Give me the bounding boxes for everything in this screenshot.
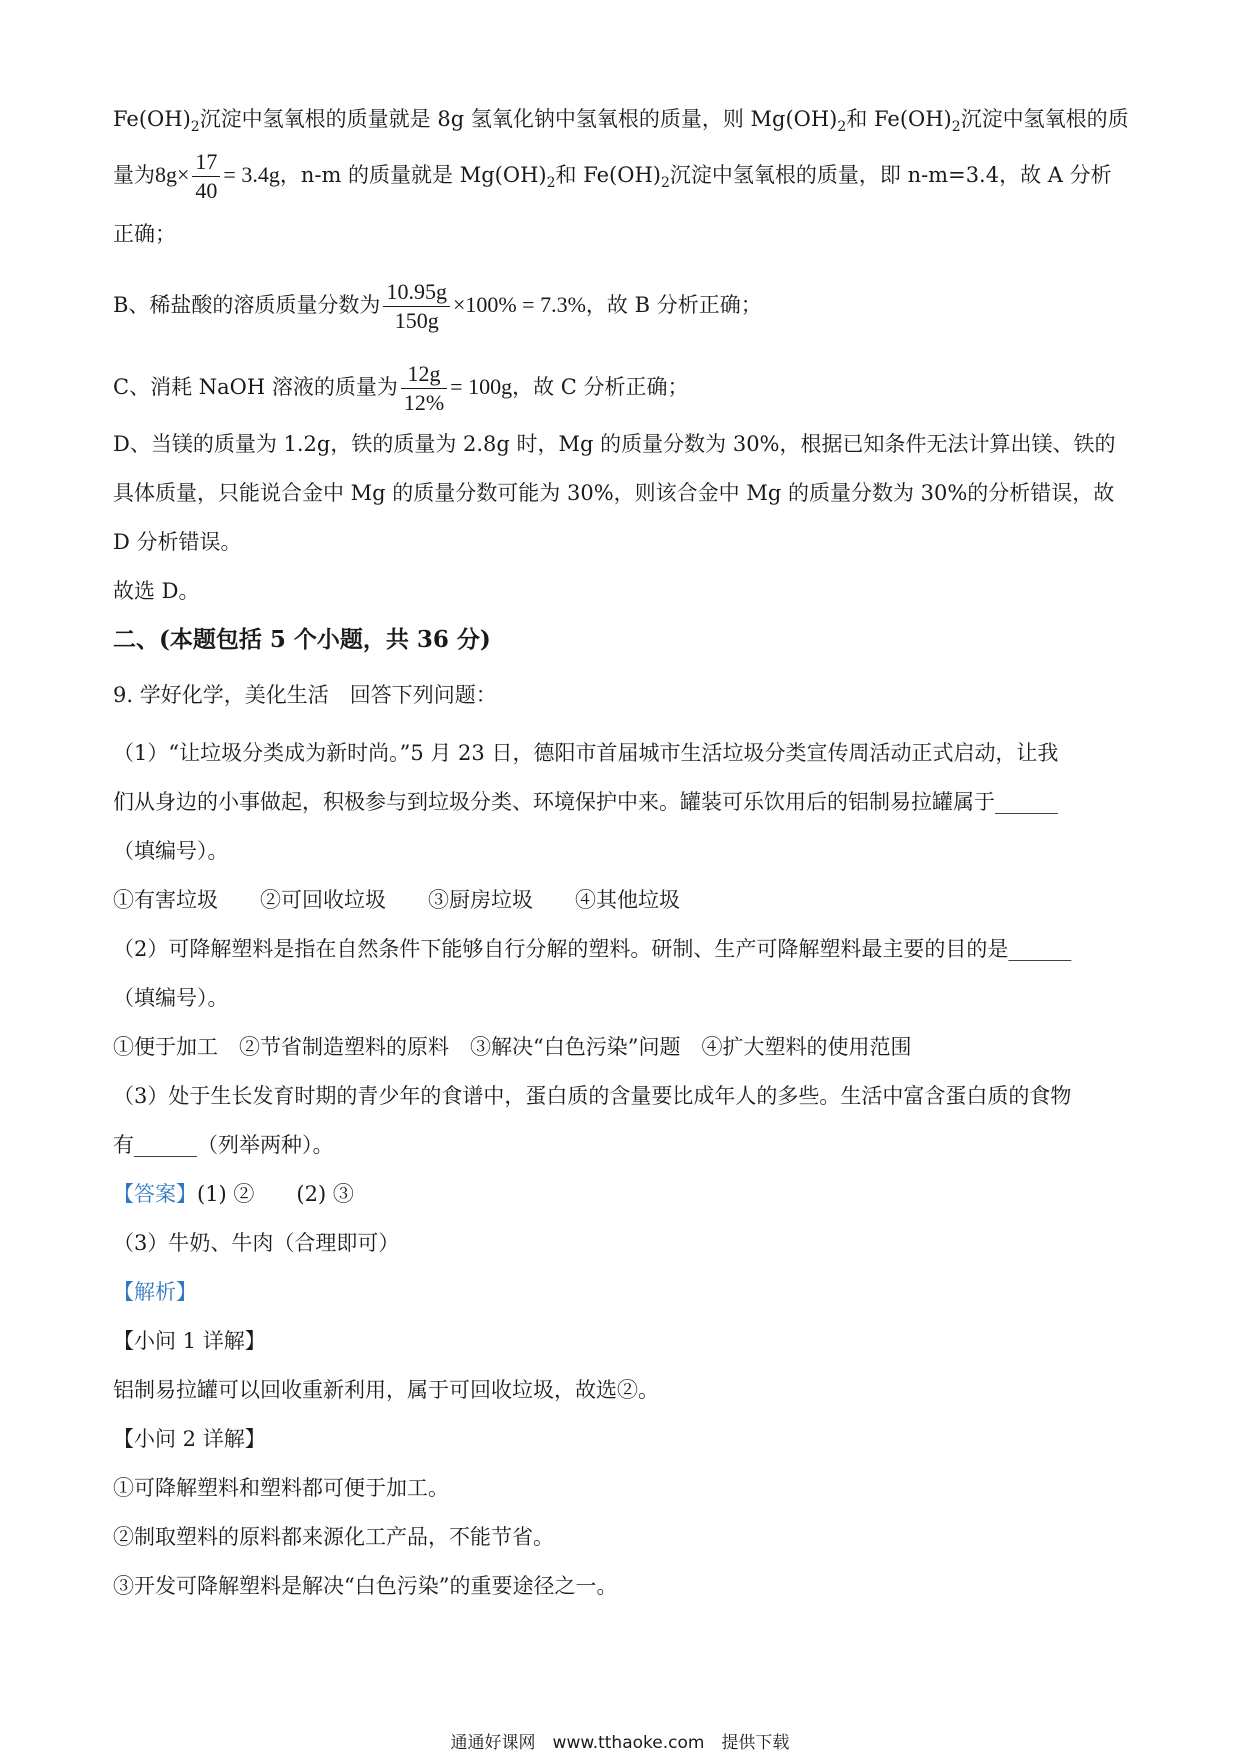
question-2-line-1: （2）可降解塑料是指在自然条件下能够自行分解的塑料。研制、生产可降解塑料最主要的目的是______	[113, 937, 1072, 961]
text: 沉淀中氢氧根的质	[960, 107, 1129, 131]
question-1-line-3: （填编号）。	[113, 839, 229, 863]
fraction-10-95-150	[383, 278, 450, 335]
text: Fe(OH)	[113, 107, 191, 131]
conclusion-line: 故选 D。	[113, 579, 200, 603]
fraction-numerator: 17	[192, 148, 220, 177]
answer-line-1	[113, 1179, 354, 1209]
text-line-d2: 具体质量，只能说合金中 Mg 的质量分数可能为 30%，则该合金中 Mg 的质量分数为 30%的分析错误，故	[113, 481, 1115, 505]
text: ，n-m 的质量就是 Mg(OH)	[279, 163, 547, 187]
question-9: 9. 学好化学，美化生活 回答下列问题：	[113, 683, 497, 707]
text-line-2	[113, 148, 1112, 205]
answer-line-2: （3）牛奶、牛肉（合理即可）	[113, 1231, 400, 1255]
subquestion-2-text-3: ③开发可降解塑料是解决“白色污染”的重要途径之一。	[113, 1574, 618, 1598]
text-line-b	[113, 278, 762, 335]
subquestion-2-text-1: ①可降解塑料和塑料都可便于加工。	[113, 1476, 449, 1500]
text: 和 Fe(OH)	[846, 107, 952, 131]
fraction-12g-12pct	[401, 360, 447, 417]
text-line-1	[113, 104, 1129, 142]
fraction-denominator: 12%	[403, 390, 445, 415]
text: 和 Fe(OH)	[555, 163, 661, 187]
text-line-c	[113, 360, 689, 417]
math: = 3.4g	[223, 162, 280, 187]
text: ，故 B 分析正确；	[585, 293, 762, 317]
text-line-d1: D、当镁的质量为 1.2g，铁的质量为 2.8g 时，Mg 的质量分数为 30%，根据已知条件无法计算出镁、铁的	[113, 432, 1116, 456]
math: = 100g	[450, 374, 513, 399]
math: 8g×	[155, 162, 190, 187]
subquestion-2-heading: 【小问 2 详解】	[113, 1427, 266, 1451]
subscript: 2	[546, 175, 556, 192]
text: 沉淀中氢氧根的质量，即 n-m=3.4，故 A 分析	[669, 163, 1112, 187]
text-line-d3: D 分析错误。	[113, 530, 242, 554]
question-3-line-2: 有______（列举两种）。	[113, 1133, 334, 1157]
answer-text: (1) ② (2) ③	[197, 1182, 354, 1206]
question-2-line-2: （填编号）。	[113, 986, 229, 1010]
footer: 通通好课网 www.tthaoke.com 提供下载	[450, 1733, 790, 1753]
fraction-denominator: 150g	[394, 308, 439, 333]
subscript: 2	[837, 119, 847, 136]
subscript: 2	[660, 175, 670, 192]
subquestion-1-text: 铝制易拉罐可以回收重新利用，属于可回收垃圾，故选②。	[113, 1378, 659, 1402]
text: 量为	[113, 163, 155, 187]
math: ×100% = 7.3%	[452, 292, 586, 317]
question-1-line-2: 们从身边的小事做起，积极参与到垃圾分类、环境保护中来。罐装可乐饮用后的铝制易拉罐属于______	[113, 790, 1058, 814]
question-3-line-1: （3）处于生长发育时期的青少年的食谱中，蛋白质的含量要比成年人的多些。生活中富含蛋白质的食物	[113, 1084, 1072, 1108]
question-2-options: ①便于加工 ②节省制造塑料的原料 ③解决“白色污染”问题 ④扩大塑料的使用范围	[113, 1035, 912, 1059]
question-1-options: ①有害垃圾 ②可回收垃圾 ③厨房垃圾 ④其他垃圾	[113, 888, 680, 912]
subscript: 2	[951, 119, 961, 136]
subquestion-1-heading: 【小问 1 详解】	[113, 1329, 266, 1353]
question-1-line-1: （1）“让垃圾分类成为新时尚。”5 月 23 日，德阳市首届城市生活垃圾分类宣传周活动正式启动，让我	[113, 741, 1059, 765]
subscript: 2	[190, 119, 200, 136]
text-line-3: 正确；	[113, 222, 176, 246]
text: C、消耗 NaOH 溶液的质量为	[113, 375, 398, 399]
subquestion-2-text-2: ②制取塑料的原料都来源化工产品，不能节省。	[113, 1525, 554, 1549]
section-heading: 二、(本题包括 5 个小题，共 36 分)	[113, 626, 491, 653]
fraction-numerator: 10.95g	[383, 278, 450, 307]
text: 沉淀中氢氧根的质量就是 8g 氢氧化钠中氢氧根的质量，则 Mg(OH)	[199, 107, 838, 131]
text: B、稀盐酸的溶质质量分数为	[113, 293, 381, 317]
fraction-17-40	[192, 148, 220, 205]
fraction-numerator: 12g	[401, 360, 447, 389]
fraction-denominator: 40	[195, 178, 218, 203]
text: ，故 C 分析正确；	[512, 375, 689, 399]
analysis-tag: 【解析】	[113, 1280, 197, 1304]
answer-tag: 【答案】	[113, 1182, 197, 1206]
